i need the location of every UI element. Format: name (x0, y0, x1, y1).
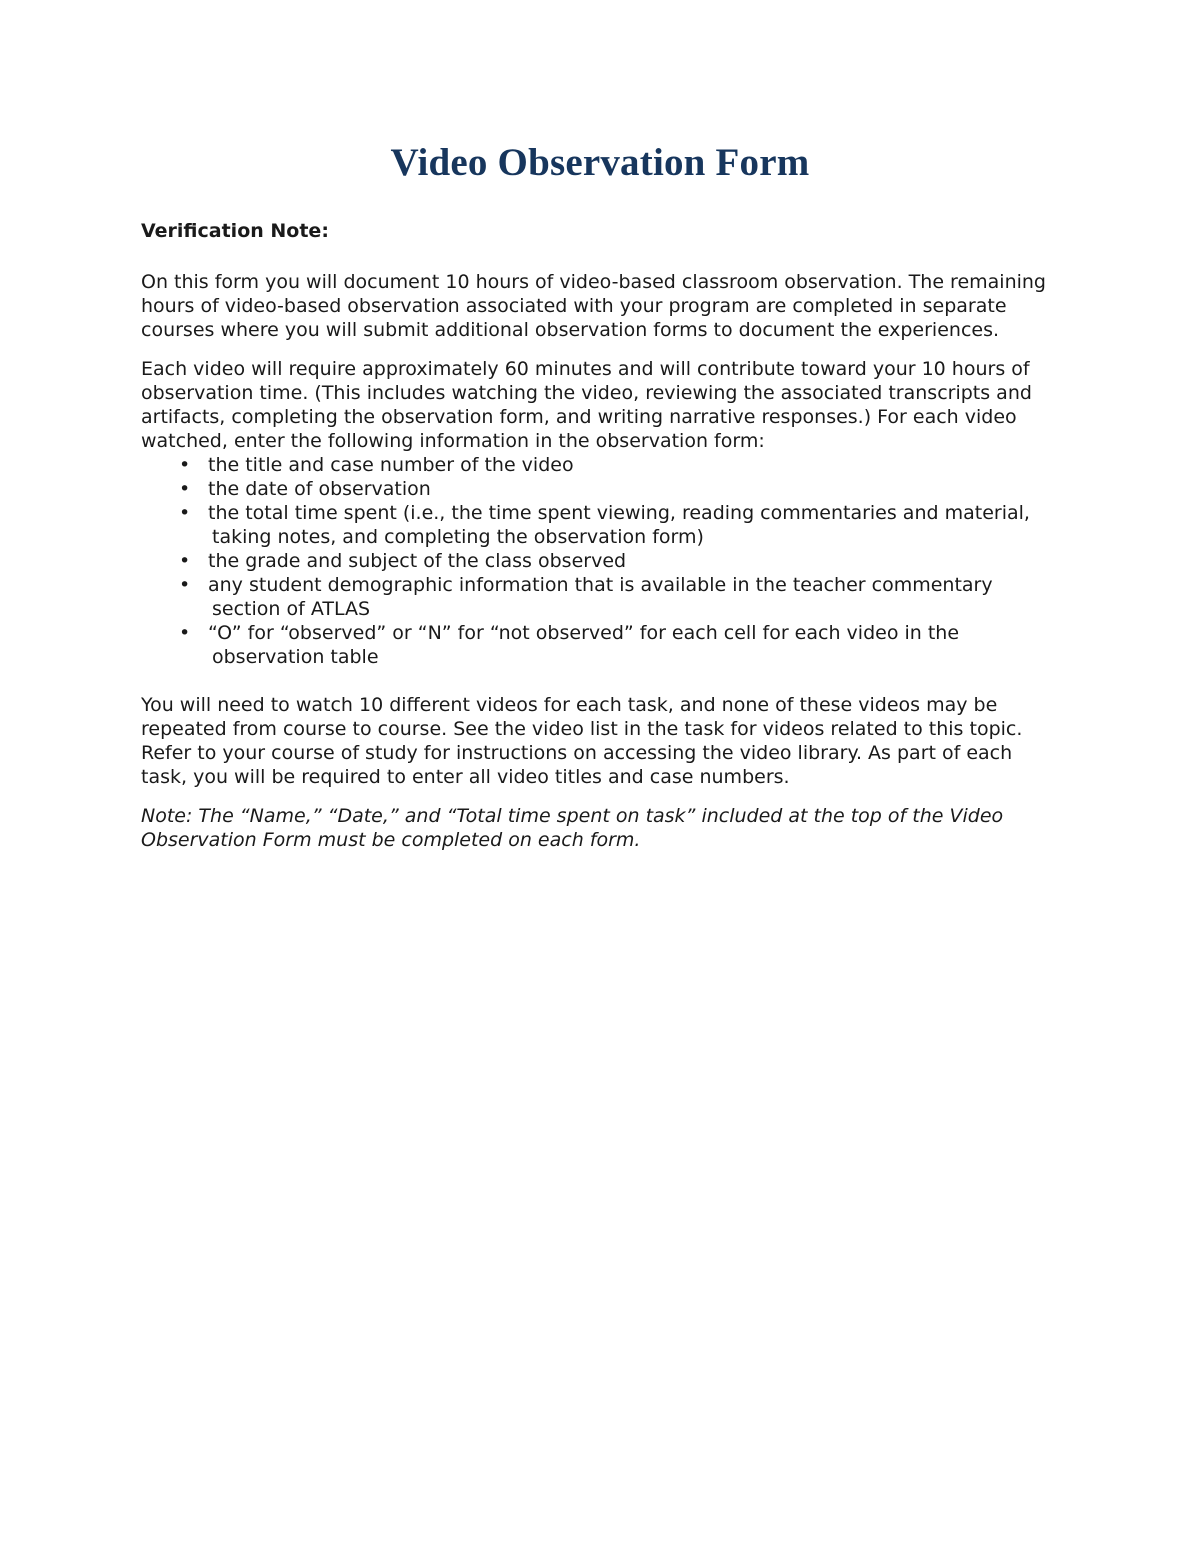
list-item-text: any student demographic information that is available in the teacher commentary section of ATLAS (208, 574, 993, 620)
bullet-icon: • (179, 478, 191, 500)
list-item (141, 477, 1061, 501)
list-item-text: “O” for “observed” or “N” for “not observed” for each cell for each video in the observation table (208, 622, 960, 668)
verification-note-heading: Verification Note: (141, 220, 329, 242)
bullet-icon: • (179, 574, 191, 596)
required-info-list (141, 453, 1061, 669)
list-item-text: the grade and subject of the class observed (208, 550, 627, 572)
list-item-text: the title and case number of the video (208, 454, 574, 476)
page-title: Video Observation Form (390, 141, 810, 184)
bullet-icon: • (179, 502, 191, 524)
document-body (141, 219, 1061, 852)
list-item (141, 621, 1061, 669)
list-item-text: the total time spent (i.e., the time spent viewing, reading commentaries and material, taking notes, and completing the observation form) (208, 502, 1030, 548)
bullet-icon: • (179, 622, 191, 644)
list-item (141, 453, 1061, 477)
list-item (141, 549, 1061, 573)
list-item (141, 573, 1061, 621)
video-requirements-paragraph: You will need to watch 10 different videos for each task, and none of these videos may be repeated from course to course. See the video list in the task for videos related to this topic. Refer to your course of study for instructions on accessing the video library. As part of each task, you will be required to enter all video titles and case numbers. (141, 694, 1023, 788)
bullet-icon: • (179, 454, 191, 476)
intro-paragraph: On this form you will document 10 hours of video-based classroom observation. The remaining hours of video-based observation associated with your program are completed in separate courses where you will submit additional observation forms to document the experiences. (141, 271, 1046, 341)
instructions-paragraph: Each video will require approximately 60 minutes and will contribute toward your 10 hours of observation time. (This includes watching the video, reviewing the associated transcripts and artifacts, completing the observation form, and writing narrative responses.) For each video watched, enter the following information in the observation form: (141, 358, 1032, 452)
list-item (141, 501, 1061, 549)
list-item-text: the date of observation (208, 478, 431, 500)
bullet-icon: • (179, 550, 191, 572)
completion-note: Note: The “Name,” “Date,” and “Total time spent on task” included at the top of the Video Observation Form must be completed on each form. (141, 805, 1004, 851)
